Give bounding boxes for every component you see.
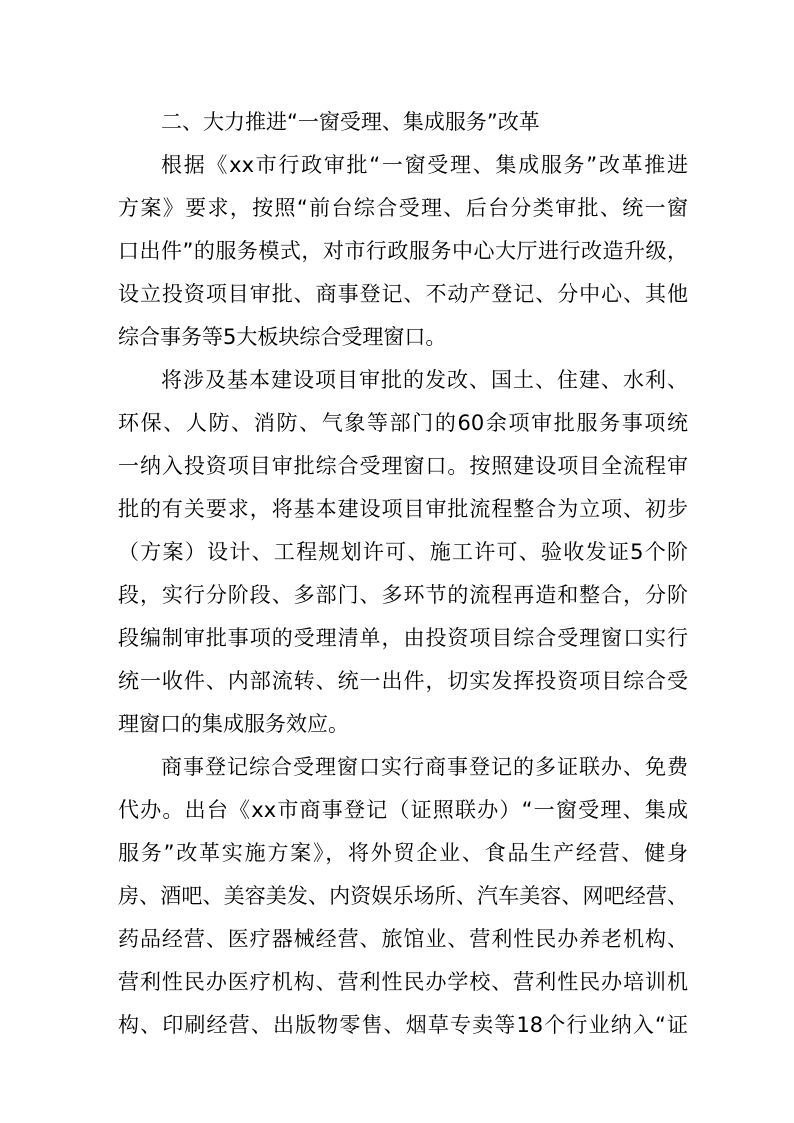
paragraph-2-line-1: 将涉及基本建设项目审批的发改、国土、住建、水利、 [161,368,688,392]
paragraph-3-line-3: 服务”改革实施方案》，将外贸企业、食品生产经营、健身 [118,841,688,865]
paragraph-3-line-4: 房、酒吧、美容美发、内资娱乐场所、汽车美容、网吧经营、 [118,884,688,908]
paragraph-1-line-5: 综合事务等5大板块综合受理窗口。 [118,325,447,349]
paragraph-2-line-2: 环保、人防、消防、气象等部门的60余项审批服务事项统 [118,411,688,435]
paragraph-3-line-6: 营利性民办医疗机构、营利性民办学校、营利性民办培训机 [118,970,688,994]
paragraph-2-line-9: 理窗口的集成服务效应。 [118,712,349,736]
paragraph-1-line-1: 根据《xx市行政审批“一窗受理、集成服务”改革推进 [161,153,688,177]
paragraph-2-line-4: 批的有关要求，将基本建设项目审批流程整合为立项、初步 [118,497,688,521]
section-heading: 二、大力推进“一窗受理、集成服务”改革 [161,110,540,134]
paragraph-3-line-5: 药品经营、医疗器械经营、旅馆业、营利性民办养老机构、 [118,927,688,951]
paragraph-2-line-5: （方案）设计、工程规划许可、施工许可、验收发证5个阶 [118,540,688,564]
paragraph-2-line-3: 一纳入投资项目审批综合受理窗口。按照建设项目全流程审 [118,454,688,478]
paragraph-2-line-8: 统一收件、内部流转、统一出件，切实发挥投资项目综合受 [118,669,688,693]
paragraph-3-line-1: 商事登记综合受理窗口实行商事登记的多证联办、免费 [161,755,688,779]
paragraph-2-line-7: 段编制审批事项的受理清单，由投资项目综合受理窗口实行 [118,626,688,650]
paragraph-1-line-4: 设立投资项目审批、商事登记、不动产登记、分中心、其他 [118,282,688,306]
paragraph-1-line-3: 口出件”的服务模式，对市行政服务中心大厅进行改造升级， [118,239,688,263]
paragraph-2-line-6: 段，实行分阶段、多部门、多环节的流程再造和整合，分阶 [118,583,688,607]
paragraph-3-line-2: 代办。出台《xx市商事登记（证照联办）“一窗受理、集成 [118,798,688,822]
paragraph-1-line-2: 方案》要求，按照“前台综合受理、后台分类审批、统一窗 [118,196,688,220]
paragraph-3-line-7: 构、印刷经营、出版物零售、烟草专卖等18个行业纳入“证 [118,1013,688,1037]
